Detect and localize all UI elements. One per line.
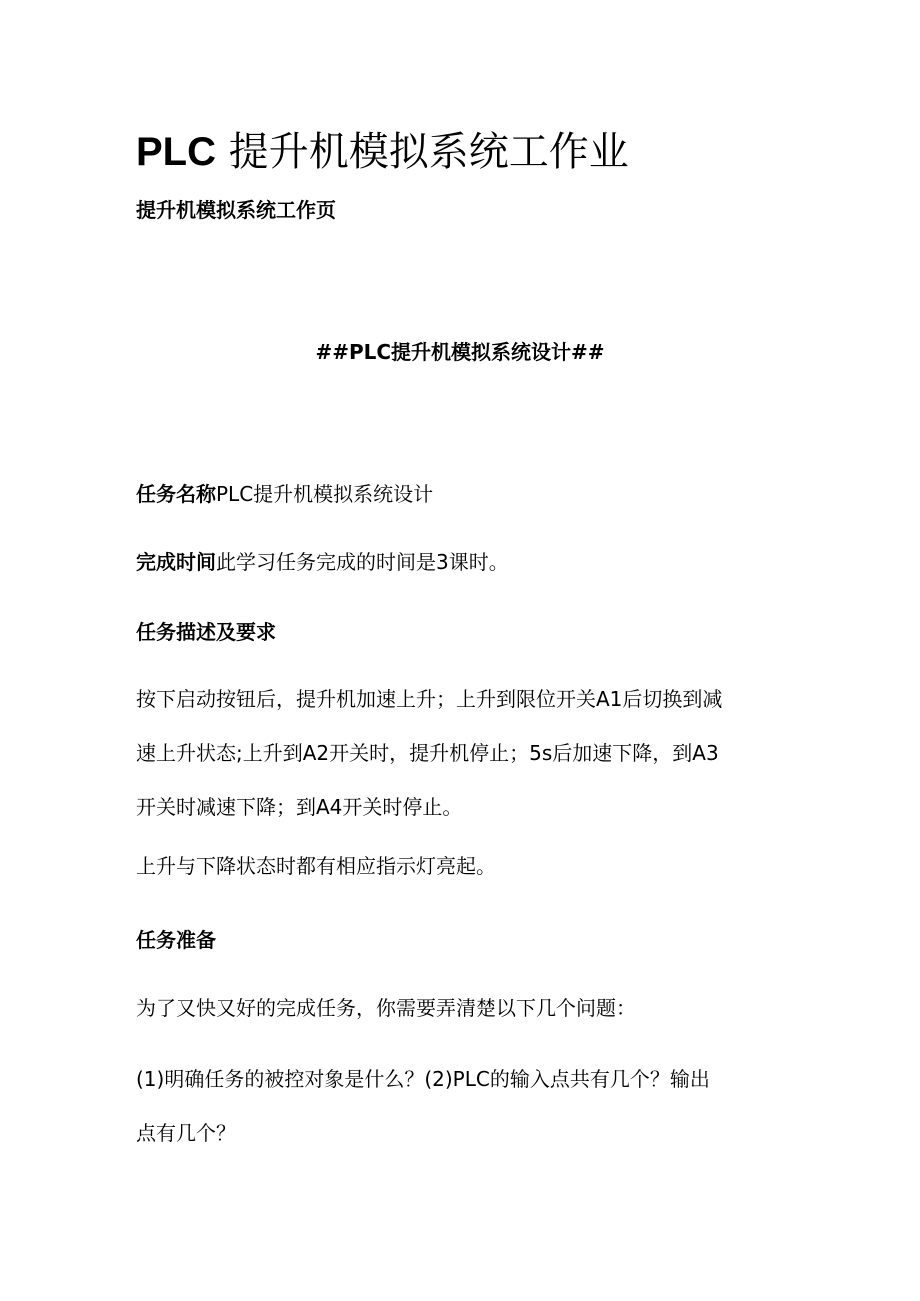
question-line: (1)明确任务的被控对象是什么？(2)PLC的输入点共有几个？输出	[136, 1067, 710, 1091]
preparation-intro: 为了又快又好的完成任务，你需要弄清楚以下几个问题：	[136, 996, 636, 1020]
question-line: 点有几个？	[136, 1121, 236, 1145]
section-heading-design: ##PLC提升机模拟系统设计##	[315, 340, 605, 364]
finish-time-value: 此学习任务完成的时间是3课时。	[216, 550, 509, 574]
preparation-heading: 任务准备	[136, 928, 216, 952]
description-line: 开关时减速下降；到A4开关时停止。	[136, 795, 463, 819]
task-name-row	[136, 480, 433, 508]
description-extra: 上升与下降状态时都有相应指示灯亮起。	[136, 854, 496, 878]
task-name-value: PLC提升机模拟系统设计	[216, 482, 434, 506]
description-paragraph	[136, 672, 786, 834]
description-heading: 任务描述及要求	[136, 620, 276, 644]
finish-time-label: 完成时间	[136, 550, 216, 574]
document-title-cjk: 提升机模拟系统工作业	[228, 129, 629, 175]
document-subtitle: 提升机模拟系统工作页	[136, 198, 336, 222]
questions-paragraph	[136, 1052, 786, 1160]
task-name-label: 任务名称	[136, 482, 216, 506]
document-title	[136, 126, 629, 178]
finish-time-row	[136, 548, 509, 576]
description-line: 速上升状态;上升到A2开关时，提升机停止；5s后加速下降，到A3	[136, 741, 719, 765]
document-title-latin: PLC	[136, 130, 216, 174]
description-line: 按下启动按钮后，提升机加速上升；上升到限位开关A1后切换到减	[136, 687, 723, 711]
